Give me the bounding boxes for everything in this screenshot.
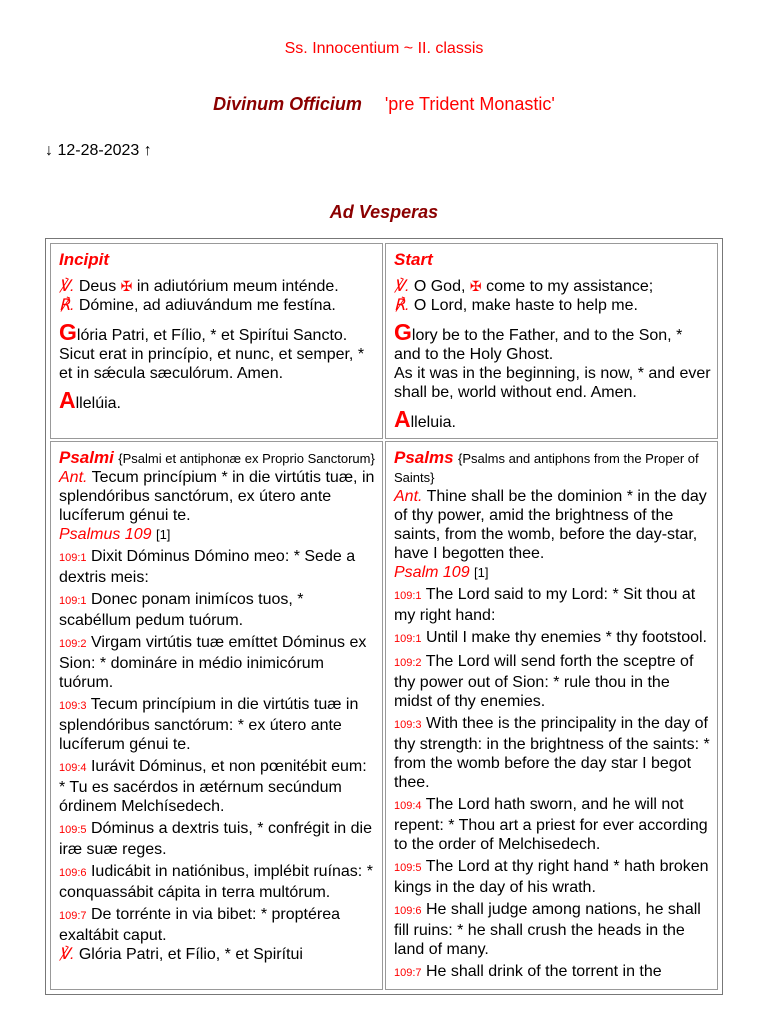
verse-text: Iurávit Dóminus, et non pœnitébit eum: * Tu es sacérdos in ætérnum secúndum órdinem Melchísedech. <box>59 758 367 815</box>
verse-number: 109:4 <box>394 800 422 812</box>
date-label[interactable]: 12-28-2023 <box>57 142 140 159</box>
psalm-verse <box>394 962 711 983</box>
hour-title: Ad Vesperas <box>329 202 439 222</box>
verse-number: 109:5 <box>59 824 87 836</box>
section-heading: Incipit <box>59 250 110 269</box>
verse-text: Donec ponam inimícos tuos, * scabéllum pedum tuórum. <box>59 591 304 629</box>
office-line <box>0 94 768 115</box>
versicle-symbol: ℣. <box>59 278 75 295</box>
incipit-latin-cell <box>50 243 383 439</box>
verse-text: The Lord hath sworn, and he will not repent: * Thou art a priest for ever according to the order of Melchisedech. <box>394 796 708 853</box>
initial-letter: A <box>394 406 411 432</box>
date-navigation <box>45 142 152 160</box>
psalm-verse <box>59 757 376 816</box>
verse-text: The Lord will send forth the sceptre of thy power out of Sion: * rule thou in the midst of thy enemies. <box>394 653 694 710</box>
verse-text: The Lord said to my Lord: * Sit thou at my right hand: <box>394 586 696 624</box>
version-label[interactable]: 'pre Trident Monastic' <box>384 94 555 114</box>
response-text: Dómine, ad adiuvándum me festína. <box>78 297 336 314</box>
psalmi-latin-cell <box>50 441 383 990</box>
verse-text: Dóminus a dextris tuis, * confrégit in die iræ suæ reges. <box>59 820 372 858</box>
verse-number: 109:7 <box>59 910 87 922</box>
psalm-verse <box>59 547 376 587</box>
section-note: {Psalmi et antiphonæ ex Proprio Sanctorum} <box>118 451 375 466</box>
verse-number: 109:1 <box>59 595 87 607</box>
psalm-verse <box>59 695 376 754</box>
initial-letter: G <box>394 319 412 345</box>
psalm-verse <box>394 795 711 854</box>
alleluia-text: lleluia. <box>410 414 456 431</box>
cross-icon: ✠ <box>469 278 482 294</box>
incipit-row <box>50 243 718 439</box>
versicle-text: Deus <box>78 278 117 295</box>
page-title: Ss. Innocentium ~ II. classis <box>284 40 484 57</box>
office-name-link[interactable]: Divinum Officium <box>213 94 362 114</box>
section-heading: Psalmi <box>59 448 114 467</box>
verse-number: 109:1 <box>59 552 87 564</box>
psalmi-english-cell <box>385 441 718 990</box>
verse-number: 109:2 <box>394 657 422 669</box>
psalm-verse <box>59 819 376 859</box>
psalm-verse <box>394 714 711 792</box>
verse-number: 109:7 <box>394 967 422 979</box>
psalm-verse <box>394 585 711 625</box>
gloria-text: Glória Patri, et Fílio, * et Spirítui <box>78 946 303 963</box>
verse-text: The Lord at thy right hand * hath broken kings in the day of his wrath. <box>394 858 709 896</box>
antiphon-label: Ant. <box>59 469 88 486</box>
verse-number: 109:6 <box>59 867 87 879</box>
verse-text: Dixit Dóminus Dómino meo: * Sede a dextris meis: <box>59 548 356 586</box>
verse-number: 109:5 <box>394 862 422 874</box>
verse-number: 109:3 <box>394 719 422 731</box>
verse-text: De torrénte in via bibet: * proptérea exaltábit caput. <box>59 906 341 944</box>
versicle-symbol: ℣. <box>59 946 75 963</box>
response-text: O Lord, make haste to help me. <box>413 297 638 314</box>
gloria-text: lory be to the Father, and to the Son, * and to the Holy Ghost. <box>394 327 683 363</box>
section-heading: Psalms <box>394 448 454 467</box>
cross-icon: ✠ <box>120 278 133 294</box>
psalm-verse <box>59 862 376 902</box>
response-symbol: ℟. <box>59 297 75 314</box>
versicle-symbol: ℣. <box>394 278 410 295</box>
section-heading: Start <box>394 250 433 269</box>
verse-text: Iudicábit in natiónibus, implébit ruínas: * conquassábit cápita in terra multórum. <box>59 863 373 901</box>
verse-text: Until I make thy enemies * thy footstool. <box>425 629 707 646</box>
psalm-verse <box>394 900 711 959</box>
psalm-note-link[interactable]: [1] <box>474 565 489 580</box>
verse-text: He shall drink of the torrent in the <box>425 963 662 980</box>
verse-number: 109:1 <box>394 633 422 645</box>
antiphon-text: Tecum princípium * in die virtútis tuæ, in splendóribus sanctórum, ex útero ante lucíferum génui te. <box>59 469 375 524</box>
psalm-title: Psalm 109 <box>394 564 470 581</box>
verse-text: He shall judge among nations, he shall fill ruins: * he shall crush the heads in the land of many. <box>394 901 701 958</box>
verse-number: 109:6 <box>394 905 422 917</box>
psalm-verse <box>394 652 711 711</box>
psalm-verse <box>394 628 711 649</box>
section-note: {Psalms and antiphons from the Proper of Saints} <box>394 451 699 485</box>
sicut-text: As it was in the beginning, is now, * and ever shall be, world without end. Amen. <box>394 365 711 401</box>
psalm-verse <box>59 590 376 630</box>
verse-text: Tecum princípium in die virtútis tuæ in splendóribus sanctórum: * ex útero ante lucíferum génui te. <box>59 696 359 753</box>
verse-number: 109:1 <box>394 590 422 602</box>
next-day-arrow-icon[interactable]: ↑ <box>143 142 152 159</box>
psalm-title: Psalmus 109 <box>59 526 152 543</box>
verse-number: 109:2 <box>59 638 87 650</box>
prev-day-arrow-icon[interactable]: ↓ <box>45 142 53 159</box>
verse-text: Virgam virtútis tuæ emíttet Dóminus ex Sion: * domináre in médio inimicórum tuórum. <box>59 634 367 691</box>
verse-number: 109:3 <box>59 700 87 712</box>
incipit-english-cell <box>385 243 718 439</box>
verse-number: 109:4 <box>59 762 87 774</box>
verse-text: With thee is the principality in the day of thy strength: in the brightness of the saints: * from the womb before the day star I begot thee. <box>394 715 710 791</box>
versicle-text: in adiutórium meum inténde. <box>136 278 339 295</box>
psalm-note-link[interactable]: [1] <box>155 527 171 542</box>
versicle-text: come to my assistance; <box>486 278 654 295</box>
response-symbol: ℟. <box>394 297 410 314</box>
psalm-verse <box>394 857 711 897</box>
initial-letter: G <box>59 319 77 345</box>
gloria-text: lória Patri, et Fílio, * et Spirítui Sancto. <box>76 327 348 344</box>
initial-letter: A <box>59 387 76 413</box>
psalm-verse <box>59 633 376 692</box>
office-table <box>45 238 723 995</box>
versicle-text: O God, <box>413 278 466 295</box>
antiphon-label: Ant. <box>394 488 423 505</box>
psalmi-row <box>50 441 718 990</box>
antiphon-text: Thine shall be the dominion * in the day of thy power, amid the brightness of the saints, from the womb, before the day-star, have I begotten thee. <box>394 488 707 562</box>
alleluia-text: llelúia. <box>75 395 121 412</box>
sicut-text: Sicut erat in princípio, et nunc, et semper, * et in sǽcula sæculórum. Amen. <box>59 346 365 382</box>
psalm-verse <box>59 905 376 945</box>
